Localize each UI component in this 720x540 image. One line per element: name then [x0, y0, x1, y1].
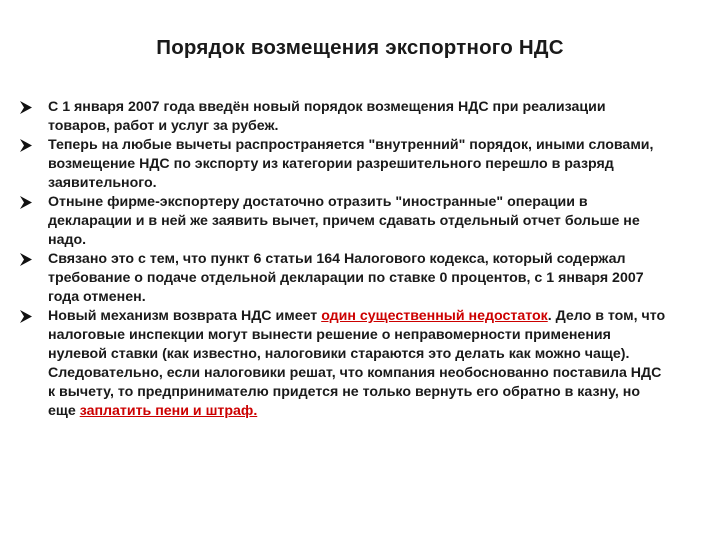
- link-main-drawback[interactable]: один существенный недостаток: [321, 308, 548, 324]
- bullet-text: Теперь на любые вычеты распространяется "внутренний" порядок, иными словами, возмещение НДС по экспорту из категории разрешительного перешло в разряд заявительного.: [48, 137, 654, 191]
- bullet-item: [18, 250, 668, 307]
- bullet-text: Связано это с тем, что пункт 6 статьи 164 Налогового кодекса, который содержал требование о подаче отдельной декларации по ставке 0 процентов, с 1 января 2007 года отменен.: [48, 251, 644, 305]
- bullet-item: [18, 98, 668, 136]
- arrow-bullet-icon: [20, 253, 32, 266]
- bullet-text-before: Новый механизм возврата НДС имеет: [48, 308, 322, 324]
- arrow-bullet-icon: [20, 310, 32, 323]
- bullet-list: [18, 98, 668, 421]
- arrow-bullet-icon: [20, 196, 32, 209]
- bullet-item: [18, 193, 668, 250]
- bullet-item: [18, 136, 668, 193]
- bullet-text-middle: . Дело в том, что налоговые инспекции могут вынести решение о неправомерности применения нулевой ставки (как известно, налоговики стараются это делать как можно чаще). Следовательно, если налоговики решат, что компания необоснованно поставила НДС к вычету, то предпринимателю придется не только вернуть его обратно в казну, но еще: [48, 308, 666, 419]
- slide-title: Порядок возмещения экспортного НДС: [156, 36, 564, 59]
- arrow-bullet-icon: [20, 101, 32, 114]
- bullet-text: С 1 января 2007 года введён новый порядок возмещения НДС при реализации товаров, работ и услуг за рубеж.: [48, 99, 606, 134]
- bullet-text: Отныне фирме-экспортеру достаточно отразить "иностранные" операции в декларации и в ней же заявить вычет, причем сдавать отдельный отчет больше не надо.: [48, 194, 640, 248]
- bullet-item: [18, 307, 668, 421]
- arrow-bullet-icon: [20, 139, 32, 152]
- link-penalties[interactable]: заплатить пени и штраф.: [79, 403, 258, 419]
